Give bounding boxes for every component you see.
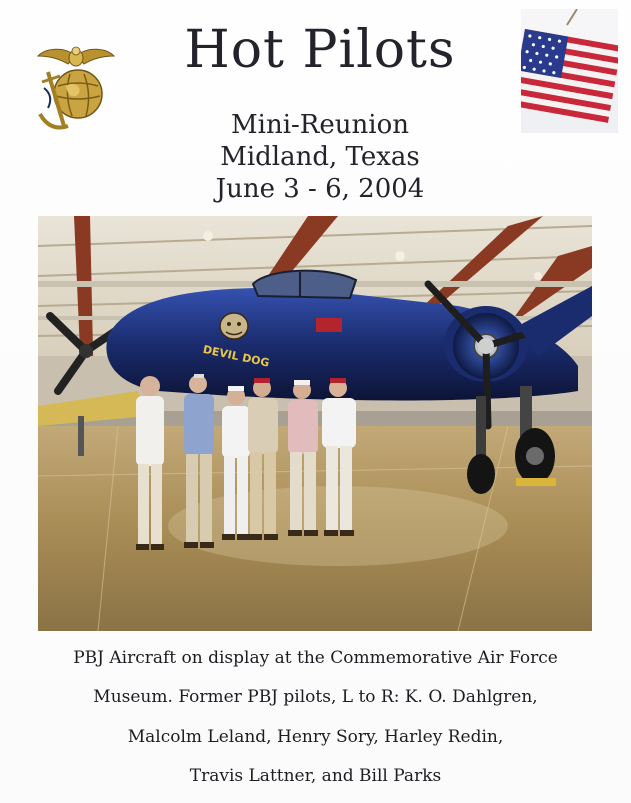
page-title: Hot Pilots (184, 20, 456, 80)
eagle-globe-anchor-emblem (34, 42, 118, 132)
caption-line-2: Museum. Former PBJ pilots, L to R: K. O. Dahlgren, (93, 687, 538, 707)
hangar-group-photo (38, 216, 592, 631)
caption-line-1: PBJ Aircraft on display at the Commemorative Air Force (73, 648, 558, 668)
american-flag-icon (521, 9, 618, 133)
subtitle-dates: June 3 - 6, 2004 (215, 174, 425, 204)
subtitle-event: Mini-Reunion (231, 110, 409, 140)
american-flag-photo (521, 9, 618, 133)
subtitle-location: Midland, Texas (220, 142, 420, 172)
caption-line-4: Travis Lattner, and Bill Parks (189, 766, 442, 786)
devil-dog-nose-art: DEVIL DOG (201, 342, 271, 370)
caption-line-3: Malcolm Leland, Henry Sory, Harley Redin, (127, 727, 504, 747)
